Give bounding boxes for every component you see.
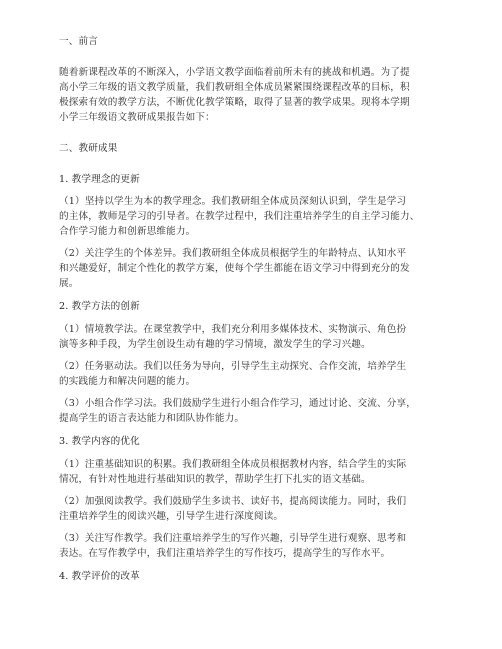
paragraph-line: （2）任务驱动法。我们以任务为导向，引导学生主动探究、合作交流，培养学生	[59, 361, 407, 372]
paragraph-line: 提高学生的语言表达能力和团队协作能力。	[59, 413, 245, 424]
paragraph-line: 表达。在写作教学中，我们注重培养学生的写作技巧，提高学生的写作水平。	[59, 548, 391, 559]
subsection-heading-methods: 2. 教学方法的创新	[59, 301, 140, 312]
paragraph-line: 合作学习能力和创新思维能力。	[59, 226, 196, 237]
paragraph-line: 的实践能力和解决问题的能力。	[59, 376, 196, 387]
paragraph-line: （1）情境教学法。在课堂教学中，我们充分利用多媒体技术、实物演示、角色扮	[59, 324, 407, 335]
paragraph-line: （1）注重基础知识的积累。我们教研组全体成员根据教材内容，结合学生的实际	[59, 459, 407, 470]
subsection-heading-concept: 1. 教学理念的更新	[59, 174, 140, 185]
paragraph-line: （3）关注写作教学。我们注重培养学生的写作兴趣，引导学生进行观察、思考和	[59, 533, 407, 544]
section-heading-results: 二、教研成果	[59, 143, 118, 154]
subsection-heading-content: 3. 教学内容的优化	[59, 436, 140, 447]
paragraph-line: （1）坚持以学生为本的教学理念。我们教研组全体成员深刻认识到，学生是学习	[59, 196, 407, 207]
paragraph-line: 的主体，教师是学习的引导者。在教学过程中，我们注重培养学生的自主学习能力、	[59, 211, 420, 222]
section-heading-preface: 一、前言	[59, 36, 98, 47]
paragraph-line: 演等多种手段，为学生创设生动有趣的学习情境，激发学生的学习兴趣。	[59, 339, 371, 350]
intro-paragraph-line: 极探索有效的教学方法，不断优化教学策略，取得了显著的教学成果。现将本学期	[59, 97, 410, 108]
paragraph-line: 注重培养学生的阅读兴趣，引导学生进行深度阅读。	[59, 511, 284, 522]
subsection-heading-evaluation: 4. 教学评价的改革	[59, 571, 140, 582]
paragraph-line: 情况，有针对性地进行基础知识的教学，帮助学生打下扎实的语文基础。	[59, 474, 371, 485]
paragraph-line: （3）小组合作学习法。我们鼓励学生进行小组合作学习，通过讨论、交流、分享，	[59, 398, 417, 409]
paragraph-line: （2）加强阅读教学。我们鼓励学生多读书、读好书，提高阅读能力。同时，我们	[59, 496, 407, 507]
intro-paragraph-line: 高小学三年级的语文教学质量，我们教研组全体成员紧紧围绕课程改革的目标，积	[59, 82, 410, 93]
paragraph-line: 展。	[59, 278, 79, 289]
paragraph-line: （2）关注学生的个体差异。我们教研组全体成员根据学生的年龄特点、认知水平	[59, 248, 407, 259]
paragraph-line: 和兴趣爱好，制定个性化的教学方案，使每个学生都能在语文学习中得到充分的发	[59, 263, 410, 274]
intro-paragraph-line: 小学三年级语文教研成果报告如下：	[59, 112, 215, 123]
intro-paragraph-line: 随着新课程改革的不断深入，小学语文教学面临着前所未有的挑战和机遇。为了提	[59, 67, 410, 78]
